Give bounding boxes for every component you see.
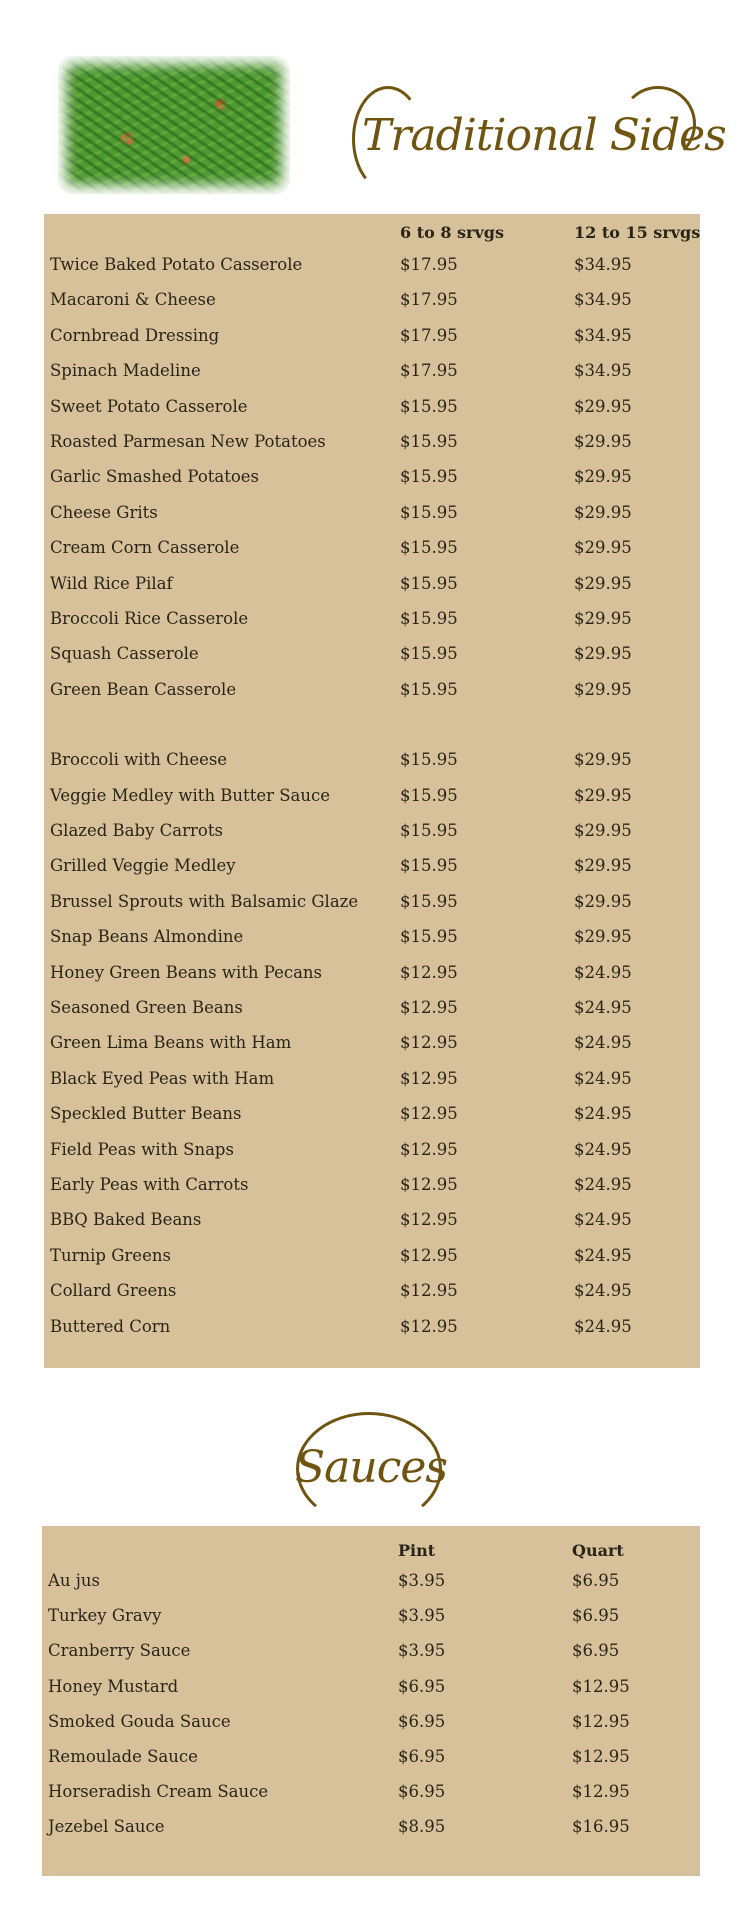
sides-item-name: BBQ Baked Beans <box>50 1210 202 1230</box>
sauces-price-small: $3.95 <box>398 1571 446 1590</box>
sides-item-name: Black Eyed Peas with Ham <box>50 1068 275 1088</box>
sides-row <box>44 604 700 634</box>
sides-price-small: $12.95 <box>400 1245 458 1265</box>
sauces-item-name: Remoulade Sauce <box>48 1747 198 1766</box>
sides-price-large: $34.95 <box>574 255 632 274</box>
sides-item-name: Green Bean Casserole <box>50 679 237 699</box>
sauces-col1-header: Pint <box>398 1541 436 1560</box>
sides-header-row <box>44 218 700 248</box>
sides-item-name: Grilled Veggie Medley <box>50 856 236 876</box>
sauces-price-large: $12.95 <box>572 1747 630 1766</box>
sauces-price-small: $6.95 <box>398 1711 446 1731</box>
sides-row <box>44 1312 700 1342</box>
sauces-price-large: $12.95 <box>572 1711 630 1731</box>
sides-row <box>44 462 700 492</box>
sides-price-small: $15.95 <box>400 467 458 487</box>
sides-row <box>44 356 700 386</box>
sides-row <box>44 922 700 952</box>
sides-price-large: $29.95 <box>574 856 632 876</box>
sauces-item-name: Au jus <box>48 1571 100 1590</box>
sides-price-small: $15.95 <box>400 750 458 770</box>
sides-row <box>44 1135 700 1165</box>
sauces-col2-header: Quart <box>572 1541 624 1560</box>
sides-price-large: $29.95 <box>574 609 632 628</box>
sauces-price-large: $12.95 <box>572 1676 630 1696</box>
sauces-price-large: $6.95 <box>572 1571 620 1590</box>
sides-row <box>44 321 700 351</box>
sauces-item-name: Horseradish Cream Sauce <box>48 1782 269 1802</box>
sides-row <box>44 1241 700 1271</box>
sides-row <box>44 498 700 528</box>
sides-price-small: $15.95 <box>400 538 458 558</box>
sides-price-large: $29.95 <box>574 432 632 451</box>
sides-price-small: $12.95 <box>400 1281 458 1301</box>
sides-price-large: $29.95 <box>574 396 632 416</box>
sides-item-name: Glazed Baby Carrots <box>50 821 223 840</box>
sides-price-small: $15.95 <box>400 502 458 522</box>
sides-item-name: Green Lima Beans with Ham <box>50 1033 292 1053</box>
sides-price-small: $17.95 <box>400 290 458 310</box>
sauces-header-row <box>42 1536 700 1566</box>
sides-price-large: $24.95 <box>574 998 632 1017</box>
sides-price-large: $24.95 <box>574 1175 632 1194</box>
sides-price-large: $24.95 <box>574 1316 632 1336</box>
sauces-price-large: $6.95 <box>572 1606 620 1626</box>
sides-price-large: $24.95 <box>574 962 632 982</box>
sides-item-name: Early Peas with Carrots <box>50 1175 249 1194</box>
sides-row <box>44 1064 700 1094</box>
sides-row <box>44 639 700 669</box>
sides-item-name: Turnip Greens <box>50 1245 171 1265</box>
sides-price-large: $24.95 <box>574 1104 632 1124</box>
sauces-price-small: $6.95 <box>398 1747 446 1766</box>
sides-row <box>44 533 700 563</box>
sauces-item-name: Turkey Gravy <box>48 1606 162 1626</box>
sauces-item-name: Jezebel Sauce <box>48 1817 165 1837</box>
sides-price-large: $29.95 <box>574 538 632 558</box>
sides-price-small: $15.95 <box>400 679 458 699</box>
sides-item-name: Field Peas with Snaps <box>50 1139 234 1159</box>
sauces-price-small: $6.95 <box>398 1782 446 1802</box>
sides-price-small: $12.95 <box>400 1210 458 1230</box>
sides-price-large: $29.95 <box>574 891 632 911</box>
sides-price-small: $15.95 <box>400 573 458 593</box>
sides-price-large: $24.95 <box>574 1245 632 1265</box>
sides-row <box>44 569 700 599</box>
sauces-price-table <box>42 1526 700 1876</box>
sides-item-name: Broccoli Rice Casserole <box>50 609 249 628</box>
sides-item-name: Cream Corn Casserole <box>50 538 240 558</box>
sauces-item-name: Cranberry Sauce <box>48 1641 191 1661</box>
sides-price-large: $24.95 <box>574 1033 632 1053</box>
sides-col2-header: 12 to 15 srvgs <box>574 223 701 242</box>
sides-row <box>44 1028 700 1058</box>
sides-row <box>44 993 700 1023</box>
sides-item-name: Cornbread Dressing <box>50 325 220 345</box>
sides-row <box>44 250 700 280</box>
sides-price-large: $24.95 <box>574 1139 632 1159</box>
sides-item-name: Sweet Potato Casserole <box>50 396 248 416</box>
sides-row <box>44 392 700 422</box>
sauces-row <box>42 1566 700 1596</box>
sides-price-large: $29.95 <box>574 821 632 840</box>
sides-price-large: $29.95 <box>574 502 632 522</box>
sauces-price-small: $3.95 <box>398 1641 446 1661</box>
sides-price-large: $24.95 <box>574 1281 632 1301</box>
sides-item-name: Veggie Medley with Butter Sauce <box>50 785 330 805</box>
sides-price-small: $17.95 <box>400 325 458 345</box>
sides-item-name: Brussel Sprouts with Balsamic Glaze <box>50 891 359 911</box>
sides-price-large: $24.95 <box>574 1210 632 1230</box>
sides-item-name: Garlic Smashed Potatoes <box>50 467 260 487</box>
sauces-row <box>42 1672 700 1702</box>
sides-price-table <box>44 214 700 1368</box>
sauces-row <box>42 1742 700 1772</box>
sides-price-small: $15.95 <box>400 821 458 840</box>
sides-row <box>44 851 700 881</box>
sauces-item-name: Smoked Gouda Sauce <box>48 1711 231 1731</box>
sides-price-large: $29.95 <box>574 467 632 487</box>
sides-item-name: Squash Casserole <box>50 644 199 664</box>
sides-price-small: $15.95 <box>400 396 458 416</box>
sides-title: Traditional Sides <box>362 110 726 161</box>
sauces-title: Sauces <box>295 1442 447 1493</box>
sides-price-large: $34.95 <box>574 325 632 345</box>
sides-price-large: $29.95 <box>574 750 632 770</box>
sides-item-name: Roasted Parmesan New Potatoes <box>50 432 326 451</box>
sauces-row <box>42 1812 700 1842</box>
sides-row <box>44 1170 700 1200</box>
sides-price-small: $12.95 <box>400 998 458 1017</box>
sides-price-small: $17.95 <box>400 361 458 381</box>
sides-price-large: $29.95 <box>574 644 632 664</box>
sides-row <box>44 887 700 917</box>
sides-price-small: $12.95 <box>400 1175 458 1194</box>
green-beans-photo <box>58 56 290 194</box>
sides-price-small: $12.95 <box>400 1068 458 1088</box>
sides-item-name: Macaroni & Cheese <box>50 290 216 310</box>
sides-price-large: $34.95 <box>574 361 632 381</box>
sides-price-large: $29.95 <box>574 573 632 593</box>
sides-item-name: Seasoned Green Beans <box>50 998 243 1017</box>
sides-price-large: $24.95 <box>574 1068 632 1088</box>
sides-price-large: $29.95 <box>574 785 632 805</box>
sides-item-name: Broccoli with Cheese <box>50 750 228 770</box>
sides-row <box>44 816 700 846</box>
sides-price-small: $15.95 <box>400 432 458 451</box>
sides-row <box>44 1276 700 1306</box>
sides-price-small: $15.95 <box>400 891 458 911</box>
sides-item-name: Snap Beans Almondine <box>50 927 244 947</box>
sides-price-large: $29.95 <box>574 927 632 947</box>
sauces-price-large: $6.95 <box>572 1641 620 1661</box>
sides-price-large: $34.95 <box>574 290 632 310</box>
sides-price-small: $15.95 <box>400 644 458 664</box>
sides-col1-header: 6 to 8 srvgs <box>400 223 504 242</box>
sides-item-name: Cheese Grits <box>50 502 158 522</box>
sauces-row <box>42 1636 700 1666</box>
sides-row <box>44 958 700 988</box>
sides-row <box>44 1205 700 1235</box>
sides-row <box>44 781 700 811</box>
sides-item-name: Spinach Madeline <box>50 361 201 381</box>
sides-price-small: $12.95 <box>400 1139 458 1159</box>
sides-price-small: $15.95 <box>400 609 458 628</box>
sides-price-large: $29.95 <box>574 679 632 699</box>
sides-price-small: $15.95 <box>400 856 458 876</box>
sauces-row <box>42 1777 700 1807</box>
sides-price-small: $12.95 <box>400 1316 458 1336</box>
sauces-item-name: Honey Mustard <box>48 1676 179 1696</box>
sauces-row <box>42 1707 700 1737</box>
sauces-price-small: $6.95 <box>398 1676 446 1696</box>
sides-item-name: Speckled Butter Beans <box>50 1104 242 1124</box>
sauces-price-large: $16.95 <box>572 1817 630 1837</box>
sides-row <box>44 745 700 775</box>
sides-row <box>44 285 700 315</box>
sides-item-name: Collard Greens <box>50 1281 177 1301</box>
sauces-price-large: $12.95 <box>572 1782 630 1802</box>
sauces-row <box>42 1601 700 1631</box>
sides-item-name: Buttered Corn <box>50 1316 171 1336</box>
sauces-price-small: $8.95 <box>398 1817 446 1837</box>
sides-price-small: $17.95 <box>400 255 458 274</box>
sides-price-small: $15.95 <box>400 785 458 805</box>
sides-item-name: Twice Baked Potato Casserole <box>50 255 303 274</box>
sides-item-name: Wild Rice Pilaf <box>50 573 173 593</box>
sides-price-small: $15.95 <box>400 927 458 947</box>
sides-row <box>44 1099 700 1129</box>
sides-row <box>44 427 700 457</box>
sides-price-small: $12.95 <box>400 1104 458 1124</box>
sides-row <box>44 675 700 705</box>
sides-item-name: Honey Green Beans with Pecans <box>50 962 323 982</box>
sides-price-small: $12.95 <box>400 962 458 982</box>
sauces-price-small: $3.95 <box>398 1606 446 1626</box>
sides-price-small: $12.95 <box>400 1033 458 1053</box>
